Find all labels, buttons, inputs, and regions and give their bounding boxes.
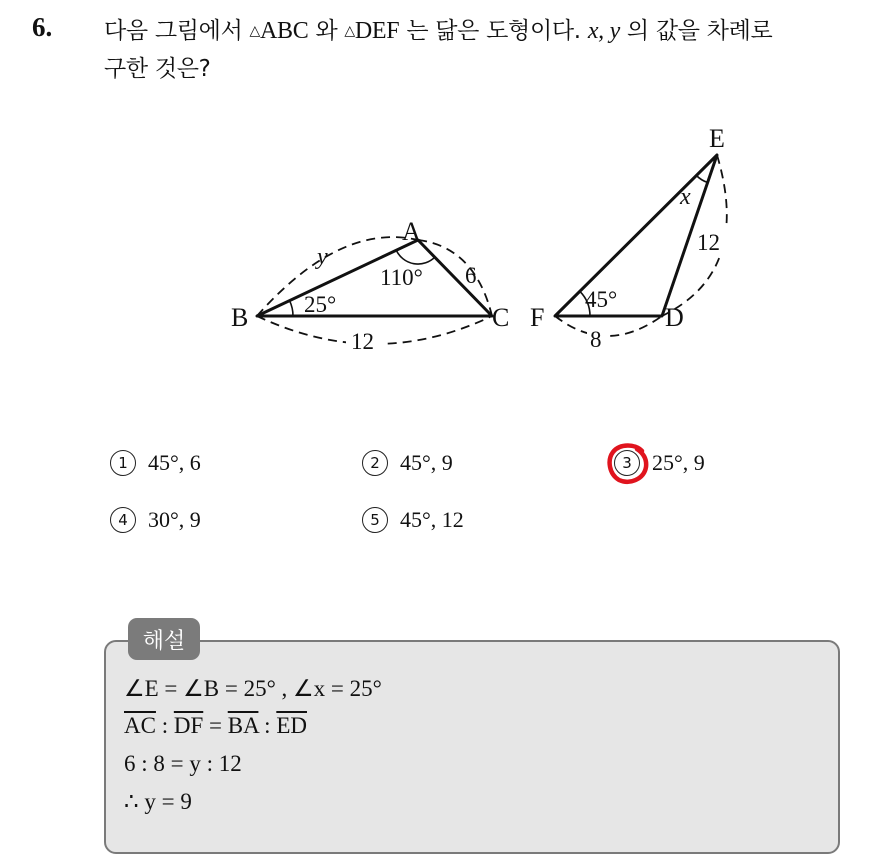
question-vars: x, y xyxy=(587,18,620,44)
question-suffix: 는 닮은 도형이다. xyxy=(399,18,588,44)
choice-4-text: 30°, 9 xyxy=(148,507,201,532)
question-number: 6. xyxy=(32,12,53,42)
solution-line-1: ∠E = ∠B = 25° , ∠x = 25° xyxy=(124,676,382,701)
solution-line-4: ∴ y = 9 xyxy=(124,789,192,814)
choice-3-mark: 3 xyxy=(614,450,640,476)
choice-3-text: 25°, 9 xyxy=(652,450,705,475)
angle-b-arc xyxy=(290,301,293,316)
choice-5-text: 45°, 12 xyxy=(400,507,464,532)
ratio-colon: : xyxy=(155,713,174,738)
solution-box xyxy=(104,640,840,854)
choice-2-mark: 2 xyxy=(362,450,388,476)
vertex-a: A xyxy=(402,217,421,246)
choice-4[interactable] xyxy=(110,507,201,533)
choice-5[interactable] xyxy=(362,507,464,533)
ratio-colon: : xyxy=(258,713,277,738)
segment-df: $\overline{DF}$ xyxy=(173,713,204,738)
angle-e-arc xyxy=(696,176,707,183)
triangle-abc-outline xyxy=(257,240,492,316)
vertex-e: E xyxy=(709,124,725,153)
answer-selection-ring xyxy=(606,441,650,485)
triangle-symbol: △ xyxy=(249,23,260,39)
question-end: 의 값을 차례로 xyxy=(619,18,773,44)
question-line-2: 구한 것은? xyxy=(104,56,211,82)
side-de-label: 12 xyxy=(697,230,720,255)
solution-line-2 xyxy=(124,713,307,739)
angle-e-label: x xyxy=(680,184,691,210)
side-ab-label: y xyxy=(317,244,328,270)
vertex-c: C xyxy=(492,303,510,332)
vertex-f: F xyxy=(530,303,545,332)
side-bc-label: 12 xyxy=(351,329,374,354)
triangle-def-name: DEF xyxy=(354,18,400,44)
equals-sign: = xyxy=(203,713,228,738)
solution-tag: 해설 xyxy=(128,618,200,660)
segment-ed: $\overline{ED}$ xyxy=(276,713,307,738)
question-prefix: 다음 그림에서 xyxy=(104,18,250,44)
triangle-def xyxy=(530,124,728,352)
question-mid: 와 xyxy=(308,18,345,44)
choice-5-mark: 5 xyxy=(362,507,388,533)
angle-f-label: 45° xyxy=(585,287,618,312)
vertex-d: D xyxy=(665,303,684,332)
triangle-abc xyxy=(231,217,509,354)
solution-line-3: 6 : 8 = y : 12 xyxy=(124,751,242,776)
triangle-abc-name: ABC xyxy=(260,18,309,44)
choice-1-mark: 1 xyxy=(110,450,136,476)
angle-a-label: 110° xyxy=(380,265,423,290)
choice-4-mark: 4 xyxy=(110,507,136,533)
segment-ac: $\overline{AC}$ xyxy=(124,713,156,738)
vertex-b: B xyxy=(231,303,249,332)
segment-ba: $\overline{BA}$ xyxy=(227,713,259,738)
choice-2-text: 45°, 9 xyxy=(400,450,453,475)
side-fd-label: 8 xyxy=(590,327,602,352)
angle-b-label: 25° xyxy=(304,292,337,317)
choice-1[interactable] xyxy=(110,450,201,476)
triangle-symbol: △ xyxy=(344,23,355,39)
triangle-figure xyxy=(0,0,884,420)
side-ac-label: 6 xyxy=(465,263,477,288)
choice-1-text: 45°, 6 xyxy=(148,450,201,475)
choice-2[interactable] xyxy=(362,450,453,476)
